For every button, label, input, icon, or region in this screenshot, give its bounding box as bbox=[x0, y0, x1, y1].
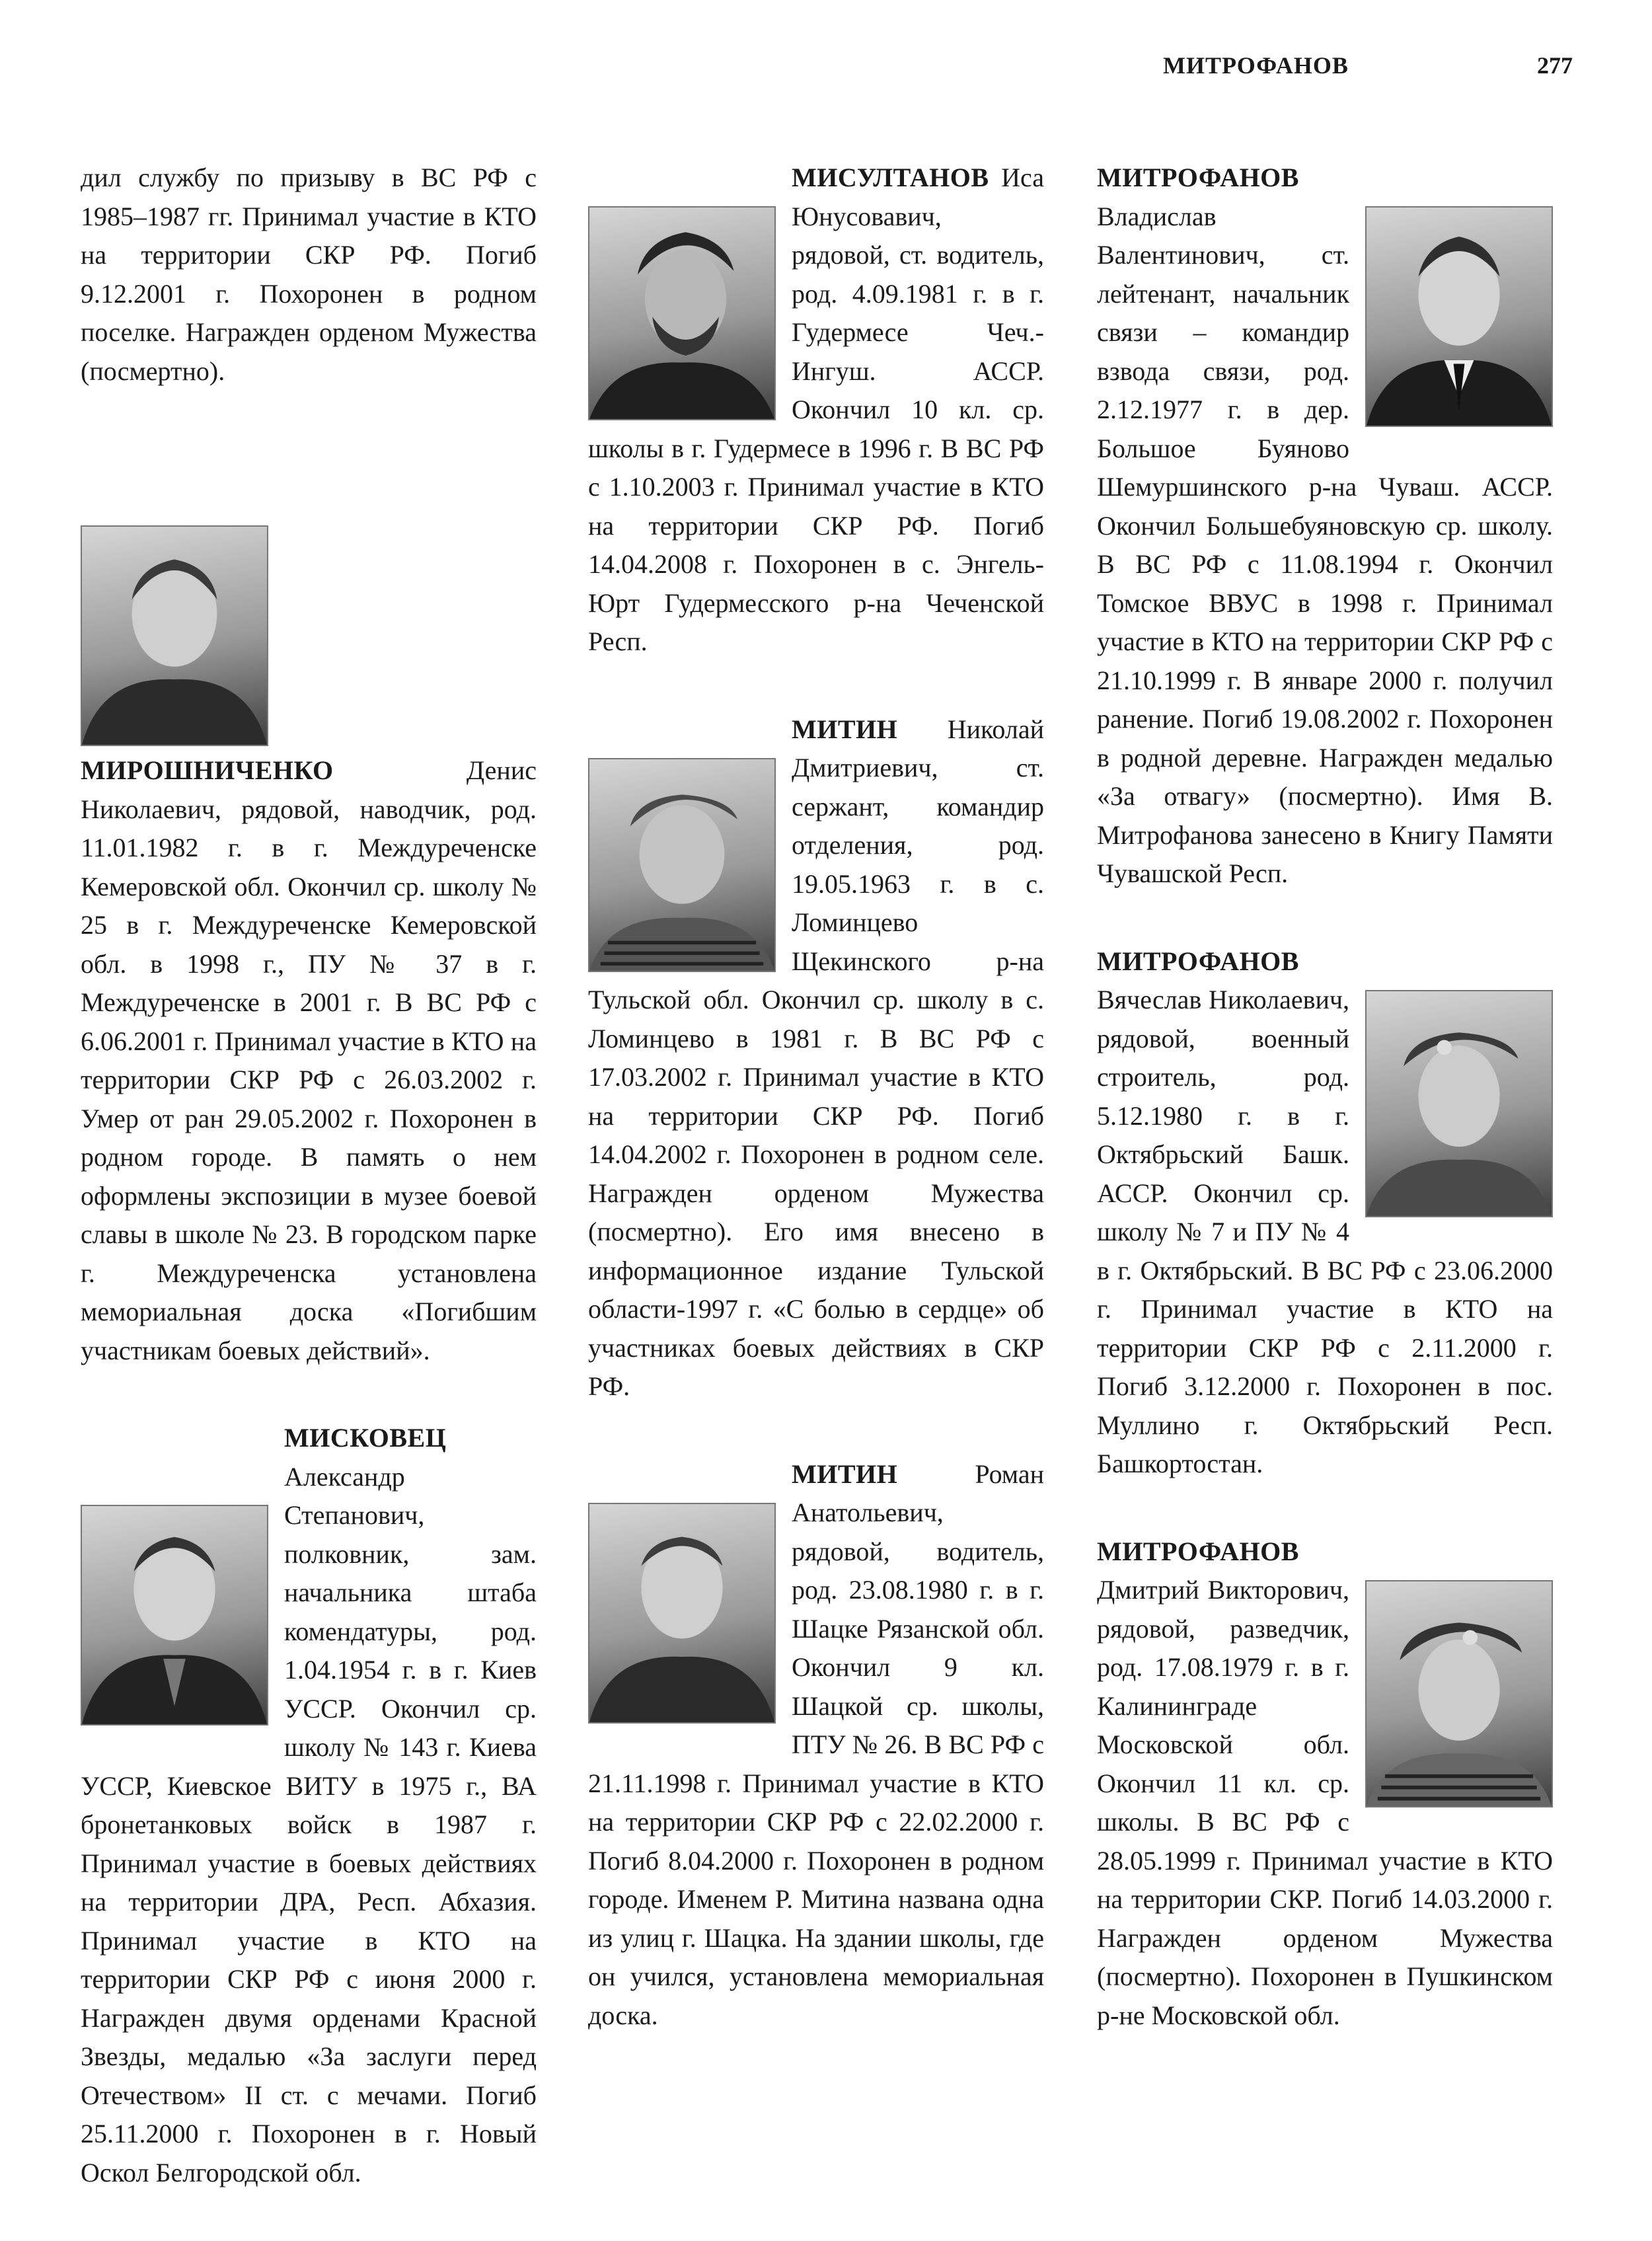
entry-miroshnichenko bbox=[81, 439, 537, 1370]
entry-misultanov bbox=[588, 159, 1044, 662]
entry-mitrofanov-dmitry bbox=[1097, 1533, 1553, 2035]
entry-miskovets bbox=[81, 1419, 537, 2192]
entry-surname: МИРОШНИЧЕНКО bbox=[81, 755, 334, 785]
entry-continuation bbox=[81, 159, 537, 391]
entry-surname: МИТИН bbox=[792, 714, 898, 744]
entry-text: Александр Степанович, полковник, зам. начальника штаба комендатуры, род. 1.04.1954 г. в г. Киев УССР. Окончил ср. школу № 143 г. Киева УССР, Киевское ВИТУ в 1975 г., ВА бронетанковых войск в 1987 г. Принимал участие в боевых действиях на территории ДРА, Респ. Абхазия. Принимал участие в КТО на территории СКР РФ с июня 2000 г. Награжден двумя орденами Красной Звезды, медалью «За заслуги перед Отечеством» II ст. с мечами. Погиб 25.11.2000 г. Похоронен в г. Новый Оскол Белгородской обл. bbox=[81, 1461, 537, 2187]
running-title: МИТРОФАНОВ bbox=[1163, 52, 1349, 79]
column-2 bbox=[588, 159, 1044, 2084]
portrait-photo-icon bbox=[1365, 206, 1553, 427]
entry-text: Дмитрий Викторович, рядовой, разведчик, род. 17.08.1979 г. в г. Калининграде Московской обл. Окончил 11 кл. ср. школы. В ВС РФ с 28.05.1999 г. Принимал участие в КТО на территории СКР. Погиб 14.03.2000 г. Награжден орденом Мужества (посмертно). Похоронен в Пушкинском р-не Московской обл. bbox=[1097, 1575, 1553, 2030]
entry-text: Денис Николаевич, рядовой, наводчик, род. 11.01.1982 г. в г. Междуреченске Кемеровской обл. Окончил ср. школу № 25 в г. Междуреченске Кемеровской обл. в 1998 г., ПУ № 37 в г. Междуреченске в 2001 г. В ВС РФ с 6.06.2001 г. Принимал участие в КТО на территории СКР РФ с 26.03.2002 г. Умер от ран 29.05.2002 г. Похоронен в родном городе. В память о нем оформлены экспозиции в музее боевой славы в школе № 23. В городском парке г. Междуреченска установлена мемориальная доска «Погибшим участникам боевых действий». bbox=[81, 755, 537, 1365]
entry-surname: МИСУЛТАНОВ bbox=[792, 163, 989, 192]
portrait-photo-icon bbox=[81, 525, 268, 746]
entry-surname: МИТРОФАНОВ bbox=[1097, 1536, 1299, 1566]
portrait-photo-icon bbox=[81, 1505, 268, 1726]
entry-text: Иса Юнусовавич, рядовой, ст. водитель, род. 4.09.1981 г. в г. Гудермесе Чеч.-Ингуш. АССР. Окончил 10 кл. ср. школы в г. Гудермесе в 1996 г. В ВС РФ с 1.10.2003 г. Принимал участие в КТО на территории СКР РФ. Погиб 14.04.2008 г. Похоронен в с. Энгель-Юрт Гудермесского р-на Чеченской Респ. bbox=[588, 163, 1044, 656]
entry-surname: МИТИН bbox=[792, 1459, 898, 1489]
portrait-photo-icon bbox=[588, 758, 776, 972]
portrait-photo-icon bbox=[588, 1503, 776, 1724]
portrait-photo-icon bbox=[1365, 1580, 1553, 1807]
entry-text: Вячеслав Николаевич, рядовой, военный строитель, род. 5.12.1980 г. в г. Октябрьский Башк. АССР. Окончил ср. школу № 7 и ПУ № 4 в г. Октябрьский. В ВС РФ с 23.06.2000 г. Принимал участие в КТО на территории СКР РФ с 2.11.2000 г. Погиб 3.12.2000 г. Похоронен в пос. Муллино г. Октябрьский Респ. Башкортостан. bbox=[1097, 985, 1553, 1478]
entry-mitin-roman bbox=[588, 1455, 1044, 2035]
entry-surname: МИТРОФАНОВ bbox=[1097, 163, 1299, 192]
entry-surname: МИТРОФАНОВ bbox=[1097, 946, 1299, 976]
entry-text: Владислав Валентинович, ст. лейтенант, начальник связи – командир взвода связи, род. 2.12.1977 г. в дер. Большое Буяново Шемуршинского р-на Чуваш. АССР. Окончил Большебуяновскую ср. школу. В ВС РФ с 11.08.1994 г. Окончил Томское ВВУС в 1998 г. Принимал участие в КТО на территории СКР РФ с 21.10.1999 г. В январе 2000 г. получил ранение. Погиб 19.08.2002 г. Похоронен в родной деревне. Награжден медалью «За отвагу» (посмертно). Имя В. Митрофанова занесено в Книгу Памяти Чувашской Респ. bbox=[1097, 201, 1553, 888]
portrait-photo-icon bbox=[1365, 990, 1553, 1217]
entry-surname: МИСКОВЕЦ bbox=[284, 1423, 447, 1453]
entry-text: Николай Дмитриевич, ст. сержант, командир отделения, род. 19.05.1963 г. в с. Ломинцево Щекинского р-на Тульской обл. Окончил ср. школу в с. Ломинцево в 1981 г. В ВС РФ с 17.03.2002 г. Принимал участие в КТО на территории СКР РФ. Погиб 14.04.2002 г. Похоронен в родном селе. Награжден орденом Мужества (посмертно). Его имя внесено в информационное издание Тульской области-1997 г. «С болью в сердце» об участниках боевых действиях в СКР РФ. bbox=[588, 714, 1044, 1401]
page-number: 277 bbox=[1537, 52, 1573, 79]
column-1 bbox=[81, 159, 537, 2241]
entry-mitrofanov-vyacheslav bbox=[1097, 942, 1553, 1484]
entry-mitrofanov-vladislav bbox=[1097, 159, 1553, 893]
entry-mitin-nikolai bbox=[588, 710, 1044, 1406]
portrait-photo-icon bbox=[588, 206, 776, 420]
column-3 bbox=[1097, 159, 1553, 2084]
entry-text: дил службу по призыву в ВС РФ с 1985–1987 гг. Принимал участие в КТО на территории СКР РФ. Погиб 9.12.2001 г. Похоронен в родном поселке. Награжден орденом Мужества (посмертно). bbox=[81, 163, 537, 386]
entry-text: Роман Анатольевич, рядовой, водитель, род. 23.08.1980 г. в г. Шацке Рязанской обл. Окончил 9 кл. Шацкой ср. школы, ПТУ № 26. В ВС РФ с 21.11.1998 г. Принимал участие в КТО на территории СКР РФ с 22.02.2000 г. Погиб 8.04.2000 г. Похоронен в родном городе. Именем Р. Митина названа одна из улиц г. Шацка. На здании школы, где он учился, установлена мемориальная доска. bbox=[588, 1459, 1044, 2030]
